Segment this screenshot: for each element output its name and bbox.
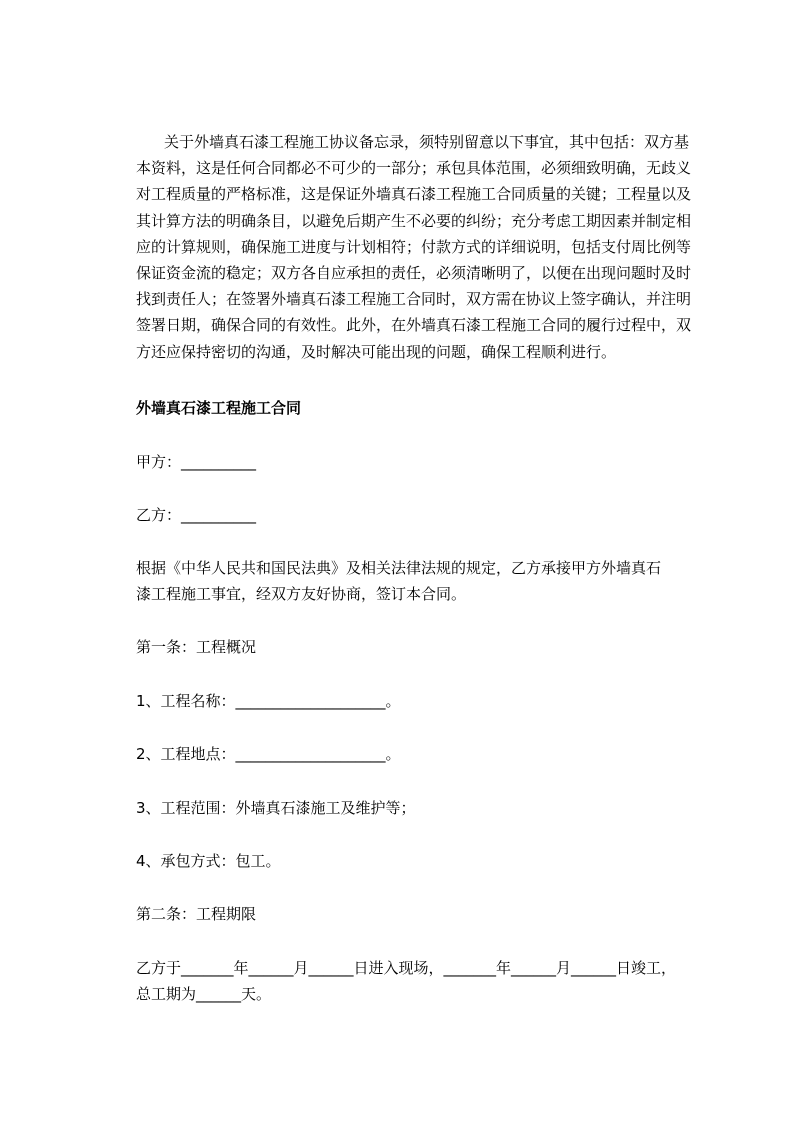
preamble-line: 根据《中华人民共和国民法典》及相关法律法规的规定，乙方承接甲方外墙真石 (136, 559, 662, 577)
period-line: 乙方于_______年______月______日进入现场，_______年______月______日竣工， (136, 959, 677, 977)
intro-paragraph (136, 129, 701, 365)
intro-line: 保证资金流的稳定；双方各自应承担的责任，必须清晰明了，以便在出现问题时及时 (136, 264, 692, 283)
article-1-heading: 第一条：工程概况 (136, 638, 257, 656)
intro-line: 关于外墙真石漆工程施工协议备忘录，须特别留意以下事宜，其中包括：双方基 (164, 133, 690, 151)
party-b-line: 乙方：__________ (136, 506, 257, 524)
intro-line: 找到责任人；在签署外墙真石漆工程施工合同时，双方需在协议上签字确认，并注明 (136, 290, 692, 309)
item-project-scope: 3、工程范围：外墙真石漆施工及维护等； (136, 799, 416, 817)
intro-line: 应的计算规则，确保施工进度与计划相符；付款方式的详细说明，包括支付周比例等 (136, 237, 692, 256)
intro-line: 方还应保持密切的沟通，及时解决可能出现的问题，确保工程顺利进行。 (136, 342, 617, 361)
intro-line: 对工程质量的严格标准，这是保证外墙真石漆工程施工合同质量的关键；工程量以及 (136, 185, 692, 204)
item-project-location: 2、工程地点：____________________。 (136, 745, 401, 763)
intro-line: 签署日期，确保合同的有效性。此外，在外墙真石漆工程施工合同的履行过程中，双 (136, 316, 692, 335)
contract-title: 外墙真石漆工程施工合同 (136, 399, 302, 417)
period-line: 总工期为______天。 (136, 985, 272, 1003)
party-a-line: 甲方：__________ (136, 453, 257, 471)
intro-line: 本资料，这是任何合同都必不可少的一部分；承包具体范围，必须细致明确，无歧义 (136, 159, 692, 178)
item-project-name: 1、工程名称：____________________。 (136, 692, 401, 710)
article-2-heading: 第二条：工程期限 (136, 905, 257, 923)
preamble-line: 漆工程施工事宜，经双方友好协商，签订本合同。 (136, 585, 467, 603)
intro-line: 其计算方法的明确条目，以避免后期产生不必要的纠纷；充分考虑工期因素并制定相 (136, 211, 692, 230)
item-contract-method: 4、承包方式：包工。 (136, 852, 281, 870)
